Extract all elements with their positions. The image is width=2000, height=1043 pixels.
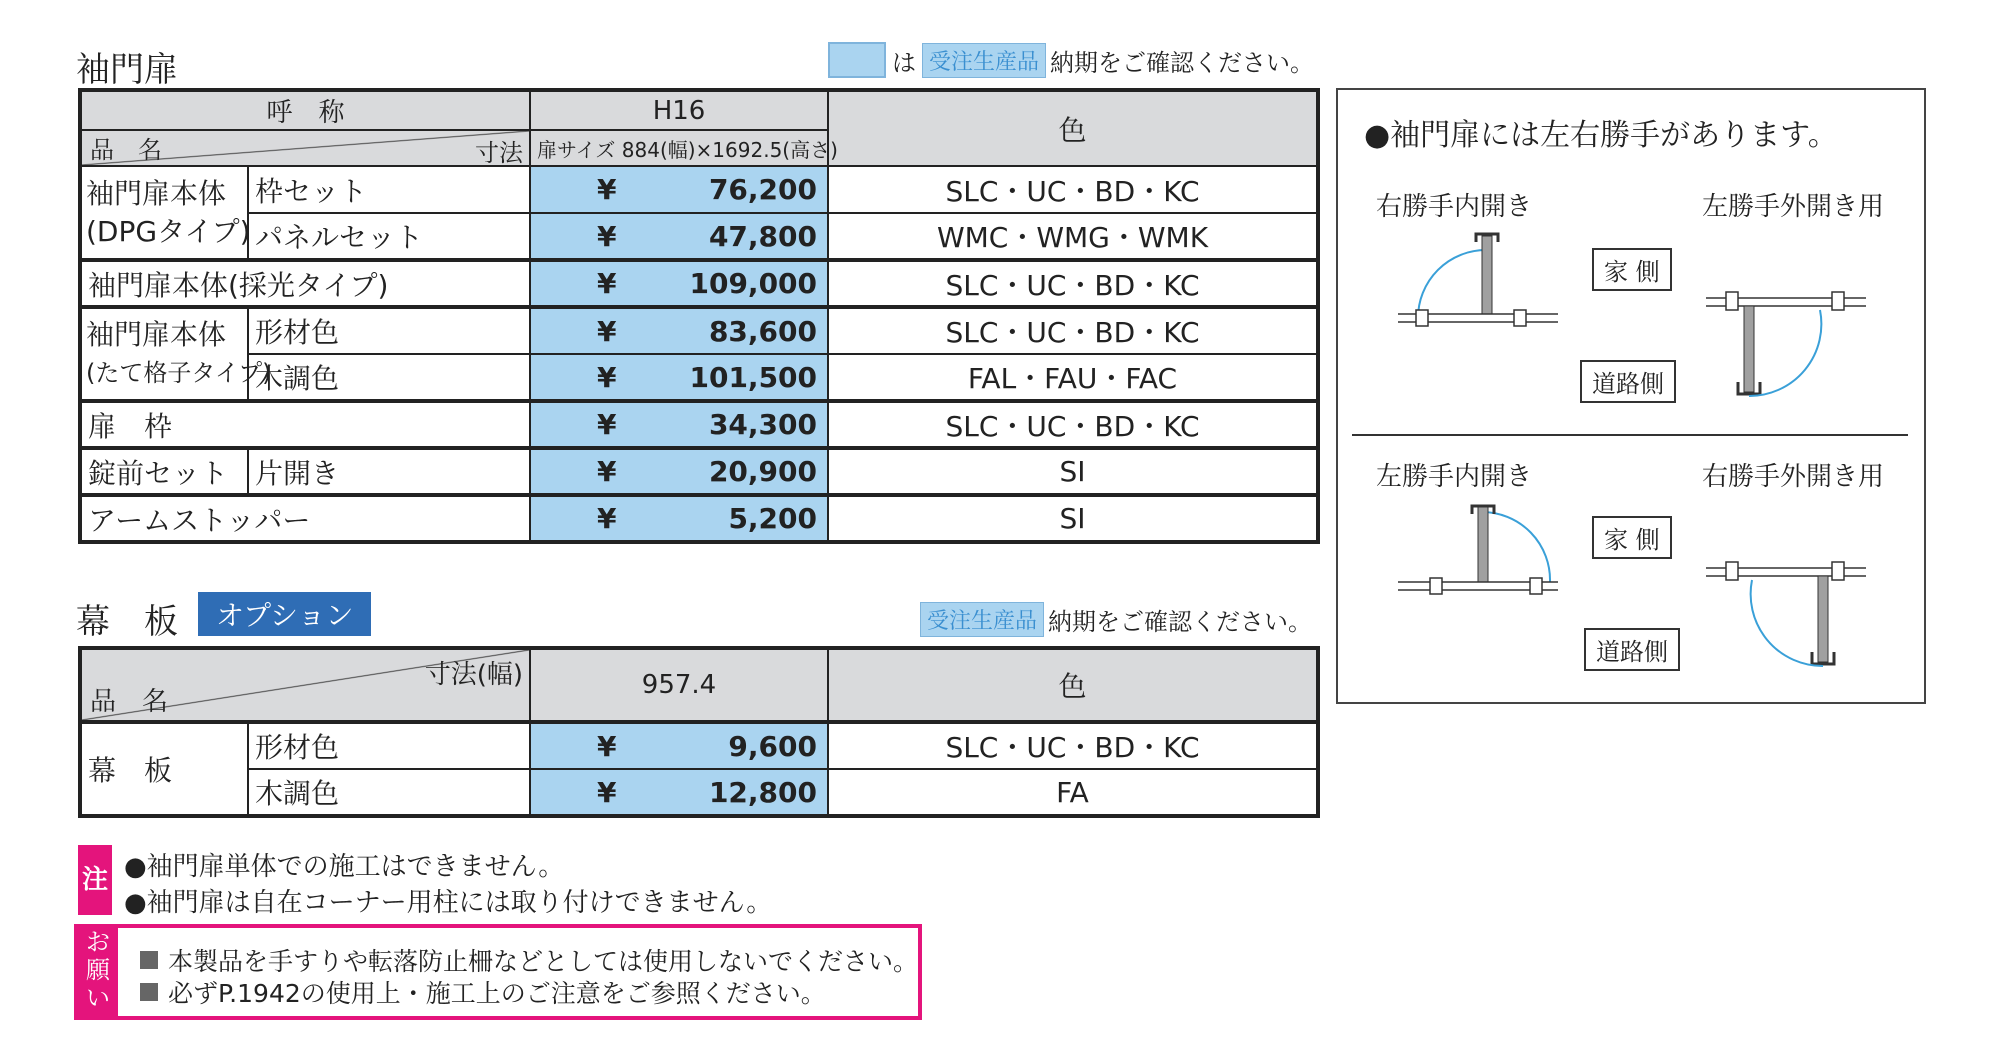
price-value: 83,600 xyxy=(708,314,818,348)
color-cell: SI xyxy=(828,448,1318,495)
yen-sign: ¥ xyxy=(597,219,617,253)
panel-order-legend xyxy=(920,602,1312,637)
yen-sign: ¥ xyxy=(597,775,617,809)
item-label: 木調色 xyxy=(248,354,530,401)
onegai-box xyxy=(74,924,922,1020)
yen-sign: ¥ xyxy=(597,314,617,348)
header-hinmei: 品 名 xyxy=(90,687,169,717)
group-label: 錠前セット xyxy=(80,448,248,495)
order-tag: 受注生産品 xyxy=(920,602,1044,637)
price-value: 76,200 xyxy=(708,173,818,206)
price-cell xyxy=(530,260,828,307)
item-label: 木調色 xyxy=(248,769,530,816)
label-right-outward: 右勝手外開き用 xyxy=(1702,462,1885,492)
header-color: 色 xyxy=(828,90,1318,166)
price-cell xyxy=(530,166,828,213)
item-label: 形材色 xyxy=(248,307,530,354)
house-side-label: 家 側 xyxy=(1592,248,1672,291)
onegai-char: い xyxy=(86,984,110,1012)
road-side-label: 道路側 xyxy=(1584,628,1680,671)
item-label-full: アームストッパー xyxy=(80,495,530,542)
square-bullet-icon xyxy=(140,983,158,1001)
price-value: 109,000 xyxy=(689,267,818,300)
header-size-detail: 扉サイズ 884(幅)×1692.5(高さ) xyxy=(530,130,828,166)
panel-price-table xyxy=(78,646,1320,818)
color-cell: SLC・UC・BD・KC xyxy=(828,401,1318,448)
onegai-char: 願 xyxy=(86,956,110,984)
square-bullet-icon xyxy=(140,951,158,969)
note-line-2: ●袖門扉は自在コーナー用柱には取り付けできません。 xyxy=(124,888,773,918)
onegai-text: 本製品を手すりや転落防止柵などとしては使用しないでください。 xyxy=(168,947,919,976)
panel-section-title: 幕 板 xyxy=(76,602,178,642)
price-cell xyxy=(530,448,828,495)
house-side-label: 家 側 xyxy=(1592,516,1672,559)
header-sunpo: 寸法 xyxy=(475,139,524,167)
group-label: 幕 板 xyxy=(80,722,248,816)
header-color: 色 xyxy=(828,648,1318,722)
onegai-label xyxy=(78,928,118,1016)
color-cell: SI xyxy=(828,495,1318,542)
legend-suffix: は xyxy=(892,48,916,77)
onegai-line-1 xyxy=(140,942,918,978)
right-inward-open-icon xyxy=(1398,230,1578,330)
group-label: 袖門扉本体 xyxy=(86,176,227,210)
order-tag: 受注生産品 xyxy=(922,43,1046,78)
legend-note: 納期をご確認ください。 xyxy=(1050,48,1315,77)
price-value: 47,800 xyxy=(708,219,818,253)
item-label-full: 袖門扉本体(採光タイプ) xyxy=(80,260,530,307)
price-value: 101,500 xyxy=(689,360,818,394)
order-legend xyxy=(828,42,1314,78)
label-left-inward: 左勝手内開き xyxy=(1376,462,1533,492)
price-cell xyxy=(530,213,828,260)
header-hinmei-sunpo xyxy=(80,130,530,166)
header-hinmei: 品 名 xyxy=(90,136,162,164)
header-size-name: H16 xyxy=(530,90,828,130)
onegai-text: 必ずP.1942の使用上・施工上のご注意をご参照ください。 xyxy=(168,979,826,1008)
color-cell: SLC・UC・BD・KC xyxy=(828,166,1318,213)
handedness-diagram xyxy=(1336,88,1926,704)
price-cell xyxy=(530,307,828,354)
price-cell xyxy=(530,401,828,448)
group-sub-label: (DPGタイプ) xyxy=(86,214,251,248)
yen-sign: ¥ xyxy=(597,173,617,206)
yen-sign: ¥ xyxy=(597,502,617,535)
divider xyxy=(1352,434,1908,436)
item-label: 片開き xyxy=(248,448,530,495)
header-yobisho: 呼 称 xyxy=(80,90,530,130)
left-outward-open-icon xyxy=(1706,290,1876,420)
yen-sign: ¥ xyxy=(597,729,617,763)
left-inward-open-icon xyxy=(1398,498,1578,598)
item-label: 枠セット xyxy=(248,166,530,213)
right-outward-open-icon xyxy=(1706,560,1876,690)
legend-color-swatch xyxy=(828,42,886,78)
header-sunpo: 寸法(幅) xyxy=(424,660,523,690)
diagram-heading: ●袖門扉には左右勝手があります。 xyxy=(1364,118,1838,153)
price-value: 9,600 xyxy=(728,729,817,763)
price-cell xyxy=(530,354,828,401)
color-cell: FA xyxy=(828,769,1318,816)
yen-sign: ¥ xyxy=(597,455,617,488)
header-size: 957.4 xyxy=(530,648,828,722)
row-group-tategoshi xyxy=(80,307,272,401)
header-hinmei-sunpo xyxy=(80,648,530,722)
chu-label: 注 xyxy=(78,845,112,915)
yen-sign: ¥ xyxy=(597,360,617,394)
note-line-1: ●袖門扉単体での施工はできません。 xyxy=(124,852,565,882)
item-label: 形材色 xyxy=(248,722,530,769)
price-value: 34,300 xyxy=(708,408,818,441)
price-cell xyxy=(530,769,828,816)
color-cell: SLC・UC・BD・KC xyxy=(828,260,1318,307)
color-cell: FAL・FAU・FAC xyxy=(828,354,1318,401)
item-label-full: 扉 枠 xyxy=(80,401,530,448)
legend-note: 納期をご確認ください。 xyxy=(1048,608,1313,636)
group-label: 袖門扉本体 xyxy=(86,318,227,351)
color-cell: SLC・UC・BD・KC xyxy=(828,307,1318,354)
row-group-dpg xyxy=(80,166,251,260)
price-value: 5,200 xyxy=(728,502,818,535)
color-cell: WMC・WMG・WMK xyxy=(828,213,1318,260)
group-sub-label: (たて格子タイプ) xyxy=(86,359,272,387)
label-right-inward: 右勝手内開き xyxy=(1376,192,1533,222)
price-cell xyxy=(530,722,828,769)
price-cell xyxy=(530,495,828,542)
gate-section-title: 袖門扉 xyxy=(76,50,178,90)
item-label: パネルセット xyxy=(248,213,530,260)
yen-sign: ¥ xyxy=(597,267,617,300)
color-cell: SLC・UC・BD・KC xyxy=(828,722,1318,769)
gate-price-table xyxy=(78,88,1320,544)
onegai-char: お xyxy=(86,928,110,956)
price-value: 20,900 xyxy=(708,455,818,488)
road-side-label: 道路側 xyxy=(1580,360,1676,403)
onegai-line-2 xyxy=(140,974,826,1010)
price-value: 12,800 xyxy=(708,775,817,809)
option-badge: オプション xyxy=(198,592,371,636)
yen-sign: ¥ xyxy=(597,408,617,441)
label-left-outward: 左勝手外開き用 xyxy=(1702,192,1885,222)
